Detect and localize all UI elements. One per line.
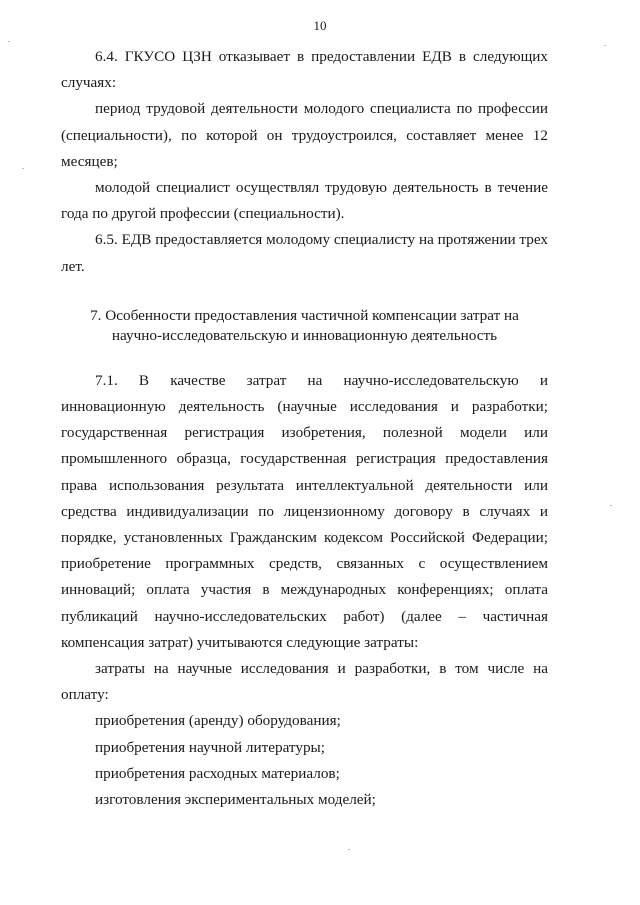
list-item-equipment: приобретения (аренду) оборудования;	[95, 712, 341, 730]
paragraph-research-costs: затраты на научные исследования и разработки, в том числе на оплату:	[61, 660, 548, 704]
scan-speck	[348, 849, 350, 850]
section-7-heading	[61, 306, 548, 346]
section-7-heading-line-2: научно-исследовательскую и инновационную деятельность	[111, 326, 498, 344]
list-item-materials: приобретения расходных материалов;	[95, 764, 340, 782]
paragraph-7-1: 7.1. В качестве затрат на научно-исследовательскую и инновационную деятельность (научные исследования и разработки; государственная регистрация изобретения, полезной модели или промышленного образца, государственная регистрация предоставления права использования результата интеллектуальной деятельности или средства индивидуализации по лицензионному договору в случаях и порядке, установленных Гражданским кодексом Российской Федерации; приобретение программных средств, связанных с осуществлением инноваций; оплата участия в международных конференциях; оплата публикаций научно-исследовательских работ) (далее – частичная компенсация затрат) учитываются следующие затраты:	[61, 371, 548, 651]
document-body	[61, 44, 548, 813]
paragraph-other-profession: молодой специалист осуществлял трудовую деятельность в течение года по другой профессии (специальности).	[61, 179, 548, 223]
paragraph-6-4: 6.4. ГКУСО ЦЗН отказывает в предоставлении ЕДВ в следующих случаях:	[61, 48, 548, 92]
scan-speck	[610, 505, 612, 506]
scan-speck	[22, 168, 24, 169]
section-7-heading-line-1: 7. Особенности предоставления частичной компенсации затрат на	[90, 306, 519, 324]
scan-speck	[604, 45, 606, 46]
page-number: 10	[313, 18, 327, 33]
scan-speck	[8, 41, 10, 42]
paragraph-work-period: период трудовой деятельности молодого специалиста по профессии (специальности), по которой он трудоустроился, составляет менее 12 месяцев;	[61, 100, 548, 170]
list-item-models: изготовления экспериментальных моделей;	[95, 791, 376, 809]
paragraph-6-5: 6.5. ЕДВ предоставляется молодому специалисту на протяжении трех лет.	[61, 231, 548, 275]
list-item-literature: приобретения научной литературы;	[95, 738, 325, 756]
